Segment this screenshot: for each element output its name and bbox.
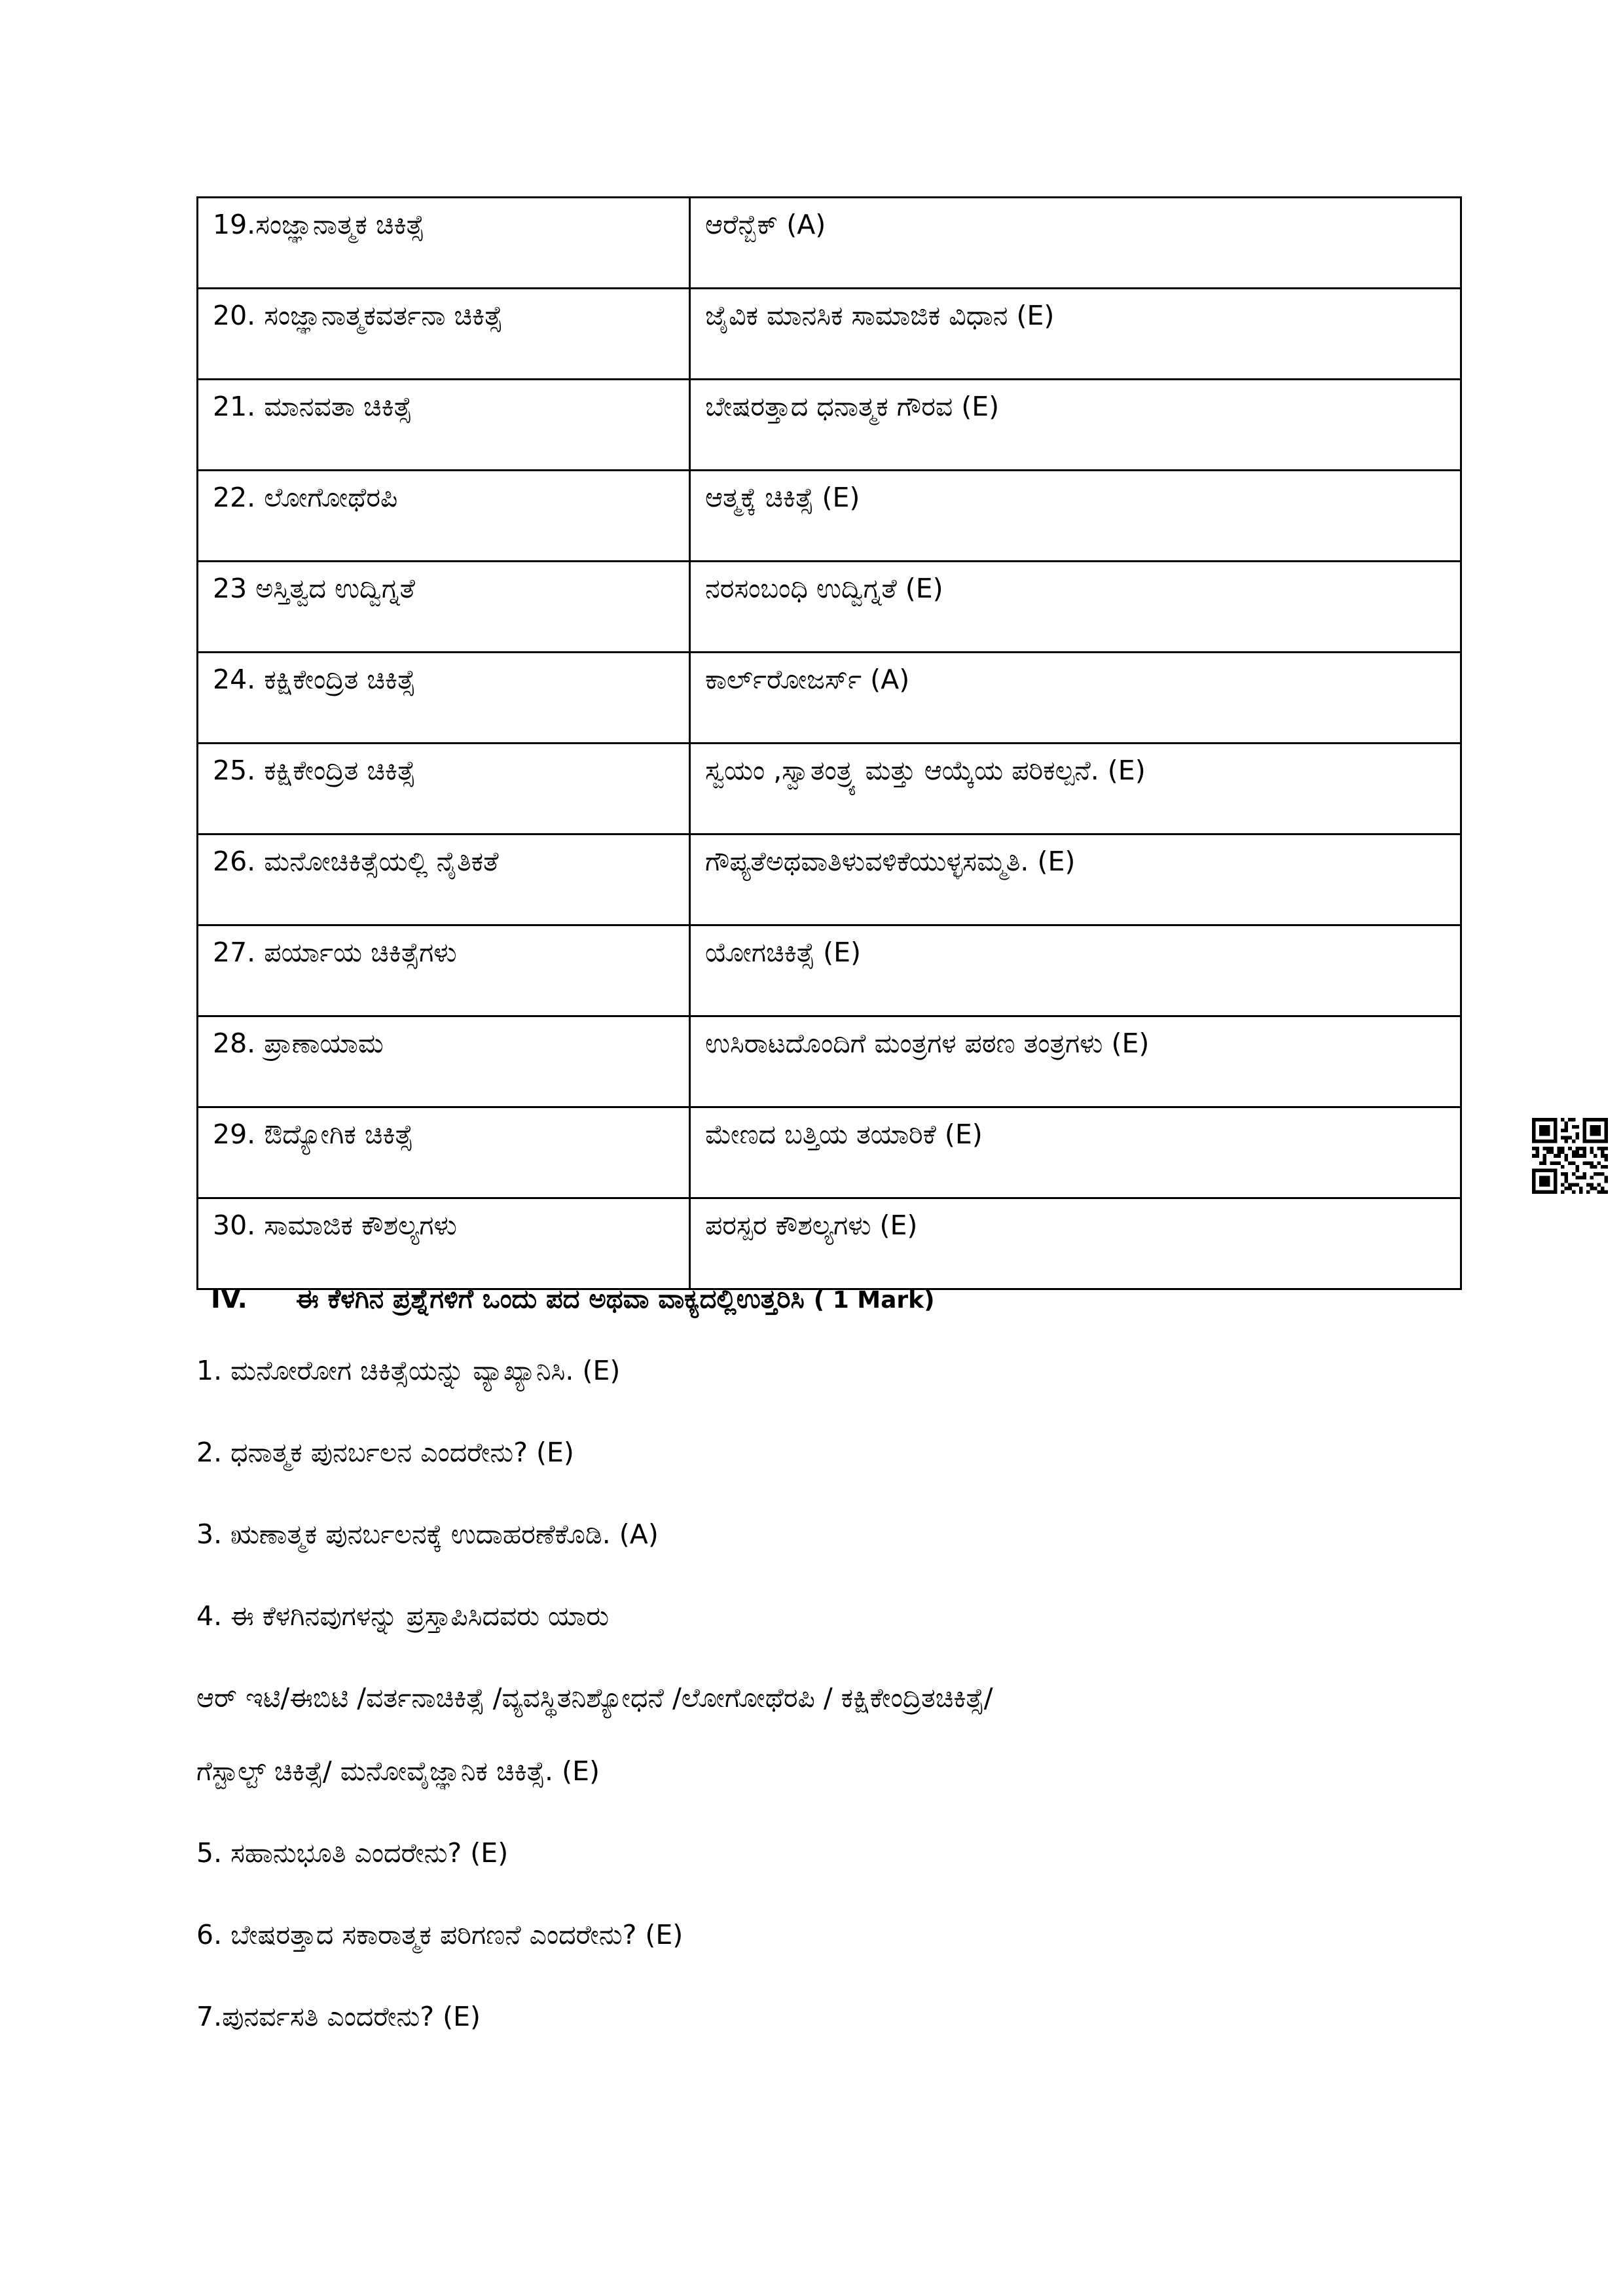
table-cell-right: ಬೇಷರತ್ತಾದ ಧನಾತ್ಮಕ ಗೌರವ (E)	[690, 380, 1461, 471]
table-cell-right: ಆರೆನ್ಬೆಕ್ (A)	[690, 198, 1461, 289]
table-row	[198, 653, 1461, 744]
table-cell-left: 24. ಕಕ್ಷಿಕೇಂದ್ರಿತ ಚಿಕಿತ್ಸೆ	[198, 653, 690, 744]
table-cell-right: ಕಾರ್ಲ್‌ರೋಜರ್ಸ್ (A)	[690, 653, 1461, 744]
table-row	[198, 925, 1461, 1016]
table-cell-left: 21. ಮಾನವತಾ ಚಿಕಿತ್ಸೆ	[198, 380, 690, 471]
table-row	[198, 471, 1461, 562]
table-row	[198, 1016, 1461, 1107]
match-table	[196, 196, 1462, 1290]
table-cell-right: ಆತ್ಮಕ್ಕೆ ಚಿಕಿತ್ಸೆ (E)	[690, 471, 1461, 562]
table-cell-right: ಮೇಣದ ಬತ್ತಿಯ ತಯಾರಿಕೆ (E)	[690, 1107, 1461, 1198]
table-cell-left: 27. ಪರ್ಯಾಯ ಚಿಕಿತ್ಸೆಗಳು	[198, 925, 690, 1016]
question-item: 1. ಮನೋರೋಗ ಚಿಕಿತ್ಸೆಯನ್ನು ವ್ಯಾಖ್ಯಾನಿಸಿ. (E)	[196, 1355, 621, 1386]
table-cell-left: 30. ಸಾಮಾಜಿಕ ಕೌಶಲ್ಯಗಳು	[198, 1198, 690, 1289]
table-row	[198, 834, 1461, 925]
table-row	[198, 562, 1461, 653]
table-row	[198, 198, 1461, 289]
section-mark: ( 1 Mark)	[813, 1287, 935, 1314]
table-cell-right: ಗೌಪ್ಯತೆಅಥವಾತಿಳುವಳಿಕೆಯುಳ್ಳಸಮ್ಮತಿ. (E)	[690, 834, 1461, 925]
table-row	[198, 380, 1461, 471]
question-item: 4. ಈ ಕೆಳಗಿನವುಗಳನ್ನು ಪ್ರಸ್ತಾಪಿಸಿದವರು ಯಾರು	[196, 1600, 610, 1632]
question-item: 5. ಸಹಾನುಭೂತಿ ಎಂದರೇನು? (E)	[196, 1837, 509, 1869]
table-cell-left: 22. ಲೋಗೋಥೆರಪಿ	[198, 471, 690, 562]
question-options-line: ಗೆಸ್ಟಾಲ್ಟ್ ಚಿಕಿತ್ಸೆ/ ಮನೋವೈಜ್ಞಾನಿಕ ಚಿಕಿತ್ಸೆ. (E)	[196, 1755, 600, 1787]
table-row	[198, 289, 1461, 380]
table-row	[198, 1198, 1461, 1289]
table-cell-right: ಪರಸ್ಪರ ಕೌಶಲ್ಯಗಳು (E)	[690, 1198, 1461, 1289]
question-options-line: ಆರ್ ಇಟಿ/ಈಬಿಟಿ /ವರ್ತನಾಚಿಕಿತ್ಸೆ /ವ್ಯವಸ್ಥಿತನಿಶ್ಯೋಧನೆ /ಲೋಗೋಥೆರಪಿ / ಕಕ್ಷಿಕೇಂದ್ರಿತಚಿಕಿತ್ಸೆ/	[196, 1682, 993, 1713]
table-cell-right: ಸ್ವಯಂ ,ಸ್ವಾತಂತ್ರ್ಯ ಮತ್ತು ಆಯ್ಕೆಯ ಪರಿಕಲ್ಪನೆ. (E)	[690, 744, 1461, 834]
table-cell-left: 28. ಪ್ರಾಣಾಯಾಮ	[198, 1016, 690, 1107]
question-item: 2. ಧನಾತ್ಮಕ ಪುನರ್ಬಲನ ಎಂದರೇನು? (E)	[196, 1437, 574, 1468]
table-cell-right: ಯೋಗಚಿಕಿತ್ಸೆ (E)	[690, 925, 1461, 1016]
question-item: 7.ಪುನರ್ವಸತಿ ಎಂದರೇನು? (E)	[196, 2001, 481, 2032]
table-row	[198, 1107, 1461, 1198]
table-cell-left: 23 ಅಸ್ತಿತ್ವದ ಉದ್ವಿಗ್ನತೆ	[198, 562, 690, 653]
table-cell-left: 20. ಸಂಜ್ಞಾನಾತ್ಮಕವರ್ತನಾ ಚಿಕಿತ್ಸೆ	[198, 289, 690, 380]
table-cell-left: 26. ಮನೋಚಿಕಿತ್ಸೆಯಲ್ಲಿ ನೈತಿಕತೆ	[198, 834, 690, 925]
question-item: 6. ಬೇಷರತ್ತಾದ ಸಕಾರಾತ್ಮಕ ಪರಿಗಣನೆ ಎಂದರೇನು? (E)	[196, 1919, 684, 1950]
table-cell-left: 19.ಸಂಜ್ಞಾನಾತ್ಮಕ ಚಿಕಿತ್ಸೆ	[198, 198, 690, 289]
table-cell-left: 29. ಔದ್ಯೋಗಿಕ ಚಿಕಿತ್ಸೆ	[198, 1107, 690, 1198]
qr-code-icon	[1532, 1118, 1608, 1194]
section-heading	[211, 1284, 935, 1314]
question-item: 3. ಋಣಾತ್ಮಕ ಪುನರ್ಬಲನಕ್ಕೆ ಉದಾಹರಣೆಕೊಡಿ. (A)	[196, 1518, 659, 1550]
table-cell-right: ನರಸಂಬಂಧಿ ಉದ್ವಿಗ್ನತೆ (E)	[690, 562, 1461, 653]
table-cell-right: ಉಸಿರಾಟದೊಂದಿಗೆ ಮಂತ್ರಗಳ ಪಠಣ ತಂತ್ರಗಳು (E)	[690, 1016, 1461, 1107]
table-row	[198, 744, 1461, 834]
table-cell-right: ಜೈವಿಕ ಮಾನಸಿಕ ಸಾಮಾಜಿಕ ವಿಧಾನ (E)	[690, 289, 1461, 380]
section-number: IV.	[211, 1284, 247, 1314]
section-title: ಈ ಕೆಳಗಿನ ಪ್ರಶ್ನೆಗಳಿಗೆ ಒಂದು ಪದ ಅಥವಾ ವಾಕ್ಯದಲ್ಲಿಉತ್ತರಿಸಿ	[296, 1284, 805, 1314]
table-cell-left: 25. ಕಕ್ಷಿಕೇಂದ್ರಿತ ಚಿಕಿತ್ಸೆ	[198, 744, 690, 834]
